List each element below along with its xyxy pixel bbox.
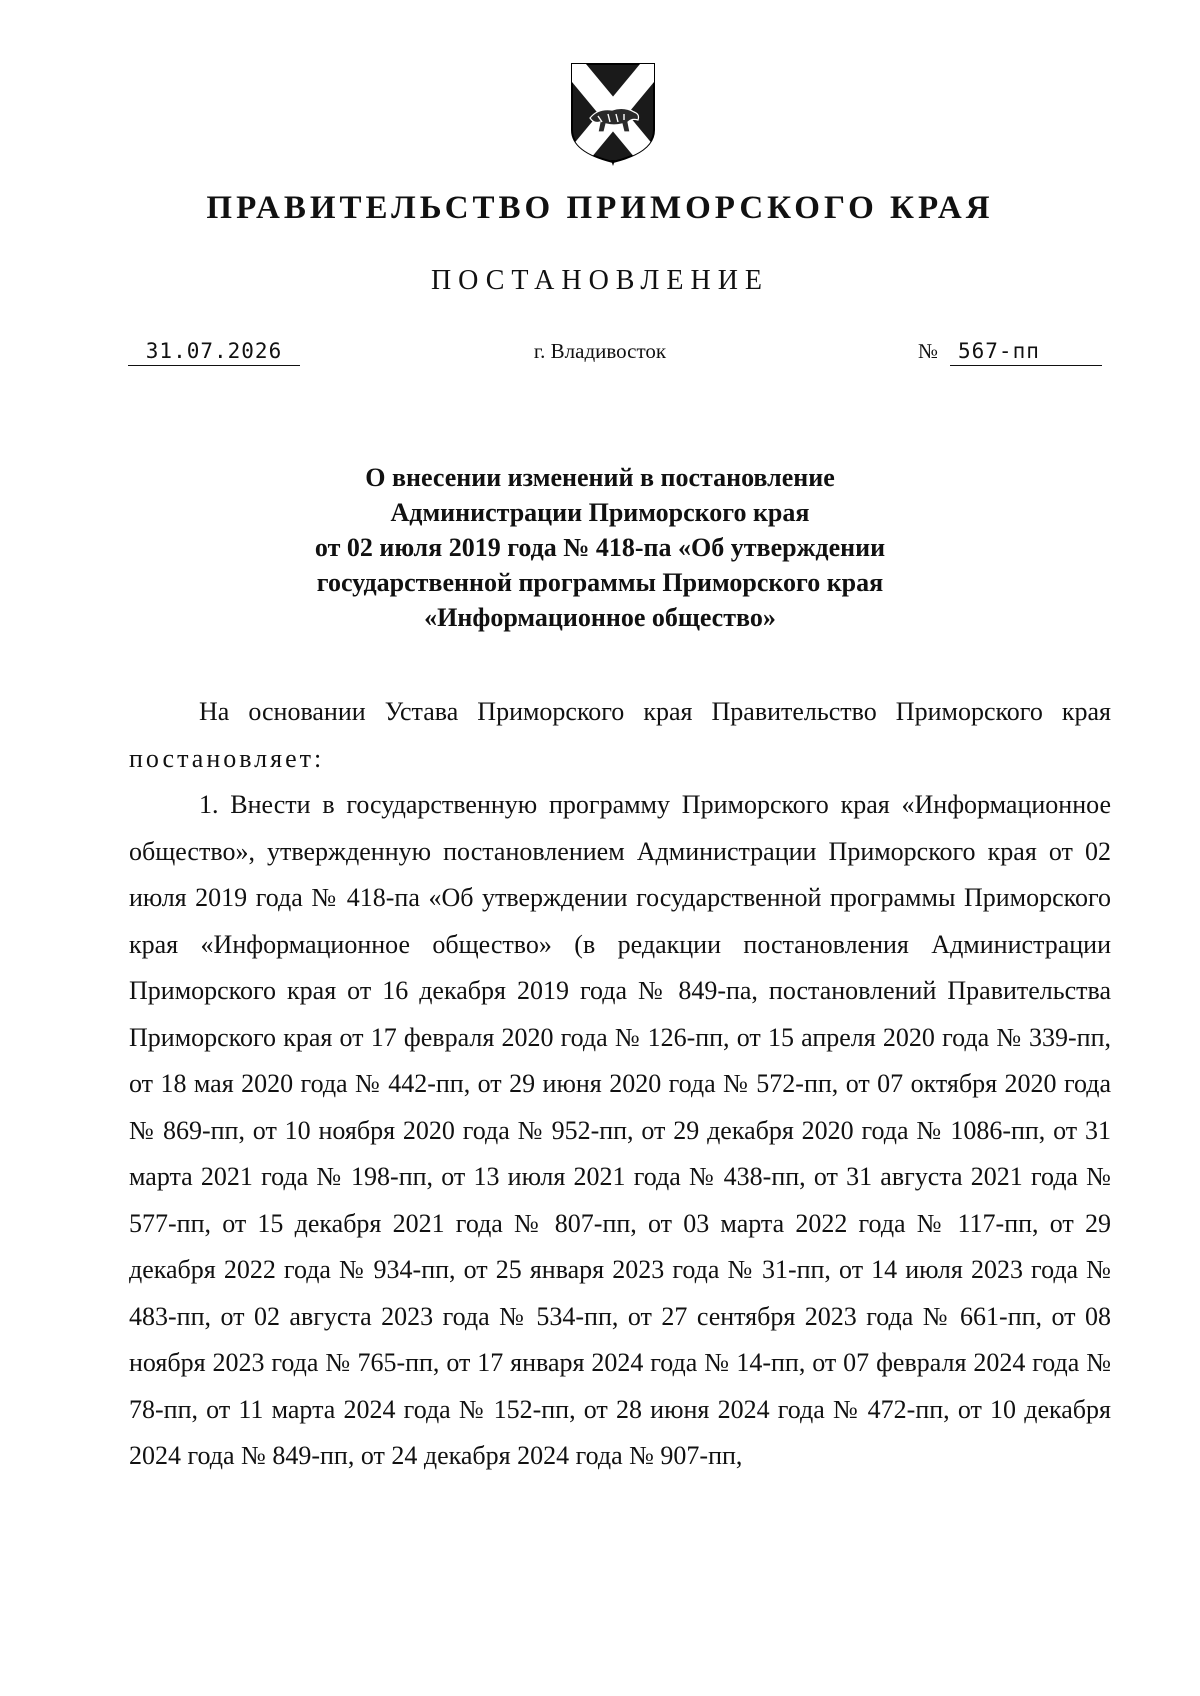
number-sign: № [918,339,939,363]
government-title: ПРАВИТЕЛЬСТВО ПРИМОРСКОГО КРАЯ [206,190,994,226]
preamble-verb: постановляет: [129,743,325,773]
subject-line: Администрации Приморского края [390,498,810,527]
subject-line: государственной программы Приморского края [316,568,884,597]
document-body [129,689,1111,1480]
item-1-paragraph: 1. Внести в государственную программу Приморского края «Информационное общество», утвержденную постановлением Администрации Приморского края от 02 июля 2019 года № 418-па «Об утверждении государственной программы Приморского края «Информационное общество» (в редакции постановления Администрации Приморского края от 16 декабря 2019 года № 849-па, постановлений Правительства Приморского края от 17 февраля 2020 года № 126-пп, от 15 апреля 2020 года № 339-пп, от 18 мая 2020 года № 442-пп, от 29 июня 2020 года № 572-пп, от 07 октября 2020 года № 869-пп, от 10 ноября 2020 года № 952-пп, от 29 декабря 2020 года № 1086-пп, от 31 марта 2021 года № 198-пп, от 13 июля 2021 года № 438-пп, от 31 августа 2021 года № 577-пп, от 15 декабря 2021 года № 807-пп, от 03 марта 2022 года № 117-пп, от 29 декабря 2022 года № 934-пп, от 25 января 2023 года № 31-пп, от 14 июля 2023 года № 483-пп, от 02 августа 2023 года № 534-пп, от 27 сентября 2023 года № 661-пп, от 08 ноября 2023 года № 765-пп, от 17 января 2024 года № 14-пп, от 07 февраля 2024 года № 78-пп, от 11 марта 2024 года № 152-пп, от 28 июня 2024 года № 472-пп, от 10 декабря 2024 года № 849-пп, от 24 декабря 2024 года № 907-пп, [129,790,1111,1470]
coat-of-arms-icon [568,60,658,168]
subject-line: О внесении изменений в постановление [365,463,835,492]
subject-line: от 02 июля 2019 года № 418-па «Об утверждении [314,533,886,562]
document-number: 567-пп [950,339,1102,366]
preamble-text: На основании Устава Приморского края Правительство Приморского края [199,697,1111,726]
preamble-paragraph [129,689,1111,782]
document-date: 31.07.2026 [128,339,300,366]
document-type: ПОСТАНОВЛЕНИЕ [430,265,770,296]
subject-line: «Информационное общество» [424,603,776,632]
document-subject [200,460,1000,635]
document-city: г. Владивосток [533,339,667,363]
